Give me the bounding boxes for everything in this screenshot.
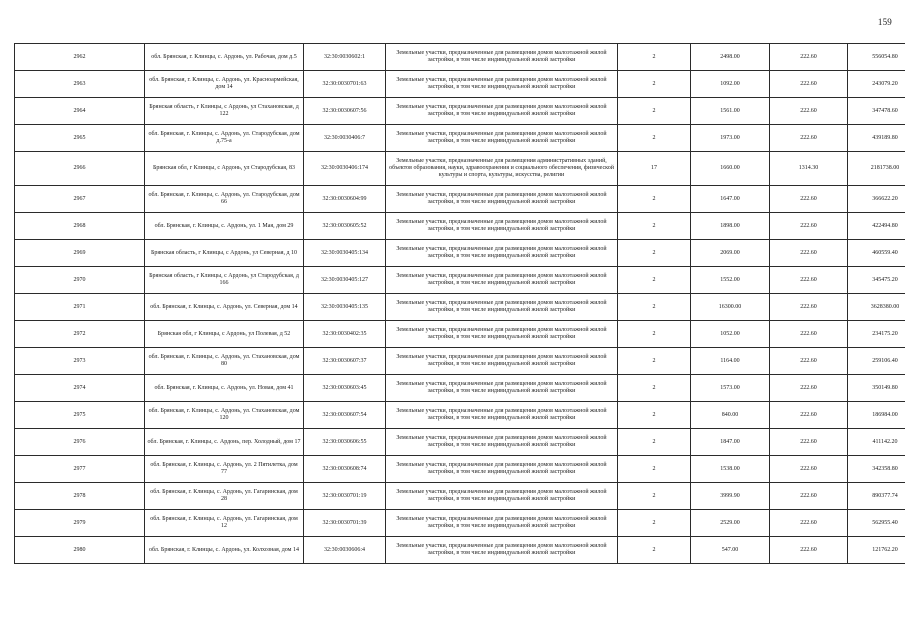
group-code-cell: 2 — [618, 321, 691, 348]
table-row — [15, 152, 905, 186]
cadastral-number-cell: 32:30:0030405:135 — [304, 294, 386, 321]
address-cell: обл. Брянская, г. Клинцы, с. Ардонь, ул. Стахановская, дом 120 — [145, 402, 304, 429]
specific-value-cell: 222.60 — [770, 44, 848, 71]
group-code-cell: 2 — [618, 213, 691, 240]
group-code-cell: 2 — [618, 375, 691, 402]
table-row — [15, 348, 905, 375]
table-row — [15, 321, 905, 348]
land-use-cell: Земельные участки, предназначенные для размещения домов малоэтажной жилой застройки, в том числе индивидуальной жилой застройки — [386, 321, 618, 348]
area-cell: 1898.00 — [691, 213, 770, 240]
address-cell: Брянская область, г Клинцы, с Ардонь, ул Стахановская, д 122 — [145, 98, 304, 125]
address-cell: Брянская область, г Клинцы, с Ардонь, ул Стародубская, д 166 — [145, 267, 304, 294]
group-code-cell: 2 — [618, 98, 691, 125]
row-number-cell: 2976 — [15, 429, 145, 456]
cadastral-number-cell: 32:30:0030606:4 — [304, 537, 386, 564]
land-use-cell: Земельные участки, предназначенные для размещения домов малоэтажной жилой застройки, в том числе индивидуальной жилой застройки — [386, 71, 618, 98]
land-use-cell: Земельные участки, предназначенные для размещения домов малоэтажной жилой застройки, в том числе индивидуальной жилой застройки — [386, 267, 618, 294]
cadastral-number-cell: 32:30:0030607:54 — [304, 402, 386, 429]
cadastral-number-cell: 32:30:0030606:55 — [304, 429, 386, 456]
address-cell: обл. Брянская, г. Клинцы, с. Ардонь, ул. 2 Пятилетка, дом 77 — [145, 456, 304, 483]
cadastral-number-cell: 32:30:0030402:35 — [304, 321, 386, 348]
area-cell: 547.00 — [691, 537, 770, 564]
area-cell: 16300.00 — [691, 294, 770, 321]
cadastral-value-cell: 2181738.00 — [848, 152, 905, 186]
area-cell: 1052.00 — [691, 321, 770, 348]
group-code-cell: 2 — [618, 402, 691, 429]
area-cell: 1561.00 — [691, 98, 770, 125]
cadastral-value-cell: 350149.80 — [848, 375, 905, 402]
land-use-cell: Земельные участки, предназначенные для размещения домов малоэтажной жилой застройки, в том числе индивидуальной жилой застройки — [386, 483, 618, 510]
address-cell: обл. Брянская, г. Клинцы, с. Ардонь, ул. Красноармейская, дом 14 — [145, 71, 304, 98]
row-number-cell: 2969 — [15, 240, 145, 267]
specific-value-cell: 1314.30 — [770, 152, 848, 186]
table-row — [15, 240, 905, 267]
area-cell: 1973.00 — [691, 125, 770, 152]
land-use-cell: Земельные участки, предназначенные для размещения домов малоэтажной жилой застройки, в том числе индивидуальной жилой застройки — [386, 213, 618, 240]
specific-value-cell: 222.60 — [770, 294, 848, 321]
table-row — [15, 186, 905, 213]
cadastral-value-cell: 121762.20 — [848, 537, 905, 564]
specific-value-cell: 222.60 — [770, 98, 848, 125]
group-code-cell: 2 — [618, 44, 691, 71]
cadastral-number-cell: 32:30:0030607:56 — [304, 98, 386, 125]
land-use-cell: Земельные участки, предназначенные для размещения домов малоэтажной жилой застройки, в том числе индивидуальной жилой застройки — [386, 375, 618, 402]
area-cell: 1647.00 — [691, 186, 770, 213]
land-use-cell: Земельные участки, предназначенные для размещения домов малоэтажной жилой застройки, в том числе индивидуальной жилой застройки — [386, 402, 618, 429]
cadastral-value-cell: 234175.20 — [848, 321, 905, 348]
address-cell: обл. Брянская, г. Клинцы, с. Ардонь, ул. Северная, дом 14 — [145, 294, 304, 321]
specific-value-cell: 222.60 — [770, 240, 848, 267]
specific-value-cell: 222.60 — [770, 402, 848, 429]
cadastral-number-cell: 32:30:0030602:1 — [304, 44, 386, 71]
table-row — [15, 267, 905, 294]
row-number-cell: 2965 — [15, 125, 145, 152]
table-row — [15, 510, 905, 537]
specific-value-cell: 222.60 — [770, 321, 848, 348]
cadastral-number-cell: 32:30:0030603:45 — [304, 375, 386, 402]
group-code-cell: 2 — [618, 537, 691, 564]
land-use-cell: Земельные участки, предназначенные для размещения административных зданий, объектов образования, науки, здравоохранения и социального обеспечения, физической культуры и спорта, культуры, искусства, религии — [386, 152, 618, 186]
address-cell: обл. Брянская, г. Клинцы, с. Ардонь, ул. Стахановская, дом 80 — [145, 348, 304, 375]
cadastral-value-cell: 890377.74 — [848, 483, 905, 510]
cadastral-value-cell: 422494.80 — [848, 213, 905, 240]
cadastral-value-cell: 347478.60 — [848, 98, 905, 125]
specific-value-cell: 222.60 — [770, 186, 848, 213]
address-cell: обл. Брянская, г. Клинцы, с. Ардонь, ул. Новая, дом 41 — [145, 375, 304, 402]
row-number-cell: 2973 — [15, 348, 145, 375]
address-cell: Брянская обл, г Клинцы, с Ардонь, ул Полевая, д 52 — [145, 321, 304, 348]
address-cell: обл. Брянская, г. Клинцы, с. Ардонь, пер. Холодный, дом 17 — [145, 429, 304, 456]
table-row — [15, 98, 905, 125]
cadastral-number-cell: 32:30:0030701:39 — [304, 510, 386, 537]
row-number-cell: 2971 — [15, 294, 145, 321]
group-code-cell: 2 — [618, 510, 691, 537]
row-number-cell: 2970 — [15, 267, 145, 294]
table-row — [15, 456, 905, 483]
land-use-cell: Земельные участки, предназначенные для размещения домов малоэтажной жилой застройки, в том числе индивидуальной жилой застройки — [386, 456, 618, 483]
table-row — [15, 429, 905, 456]
land-use-cell: Земельные участки, предназначенные для размещения домов малоэтажной жилой застройки, в том числе индивидуальной жилой застройки — [386, 125, 618, 152]
row-number-cell: 2962 — [15, 44, 145, 71]
cadastral-number-cell: 32:30:0030405:134 — [304, 240, 386, 267]
group-code-cell: 17 — [618, 152, 691, 186]
area-cell: 1538.00 — [691, 456, 770, 483]
cadastral-number-cell: 32:30:0030701:63 — [304, 71, 386, 98]
table-row — [15, 71, 905, 98]
group-code-cell: 2 — [618, 348, 691, 375]
row-number-cell: 2964 — [15, 98, 145, 125]
address-cell: обл. Брянская, г. Клинцы, с. Ардонь, ул. Гагаринская, дом 28 — [145, 483, 304, 510]
table-row — [15, 537, 905, 564]
cadastral-number-cell: 32:30:0030605:52 — [304, 213, 386, 240]
land-use-cell: Земельные участки, предназначенные для размещения домов малоэтажной жилой застройки, в том числе индивидуальной жилой застройки — [386, 44, 618, 71]
specific-value-cell: 222.60 — [770, 375, 848, 402]
group-code-cell: 2 — [618, 125, 691, 152]
group-code-cell: 2 — [618, 456, 691, 483]
cadastral-number-cell: 32:30:0030406:7 — [304, 125, 386, 152]
cadastral-value-cell: 562955.40 — [848, 510, 905, 537]
row-number-cell: 2978 — [15, 483, 145, 510]
row-number-cell: 2975 — [15, 402, 145, 429]
area-cell: 1847.00 — [691, 429, 770, 456]
cadastral-value-cell: 411142.20 — [848, 429, 905, 456]
group-code-cell: 2 — [618, 294, 691, 321]
row-number-cell: 2966 — [15, 152, 145, 186]
address-cell: Брянская область, г Клинцы, с Ардонь, ул Северная, д 10 — [145, 240, 304, 267]
cadastral-number-cell: 32:30:0030608:74 — [304, 456, 386, 483]
cadastral-value-cell: 439189.80 — [848, 125, 905, 152]
cadastral-value-cell: 342358.80 — [848, 456, 905, 483]
group-code-cell: 2 — [618, 240, 691, 267]
cadastral-value-cell: 259106.40 — [848, 348, 905, 375]
group-code-cell: 2 — [618, 483, 691, 510]
row-number-cell: 2968 — [15, 213, 145, 240]
cadastral-value-cell: 3628380.00 — [848, 294, 905, 321]
area-cell: 2069.00 — [691, 240, 770, 267]
table-row — [15, 375, 905, 402]
address-cell: обл. Брянская, г. Клинцы, с. Ардонь, ул. Гагаринская, дом 12 — [145, 510, 304, 537]
land-use-cell: Земельные участки, предназначенные для размещения домов малоэтажной жилой застройки, в том числе индивидуальной жилой застройки — [386, 429, 618, 456]
cadastral-number-cell: 32:30:0030405:127 — [304, 267, 386, 294]
specific-value-cell: 222.60 — [770, 213, 848, 240]
specific-value-cell: 222.60 — [770, 348, 848, 375]
row-number-cell: 2977 — [15, 456, 145, 483]
row-number-cell: 2963 — [15, 71, 145, 98]
row-number-cell: 2979 — [15, 510, 145, 537]
land-use-cell: Земельные участки, предназначенные для размещения домов малоэтажной жилой застройки, в том числе индивидуальной жилой застройки — [386, 186, 618, 213]
address-cell: Брянская обл, г Клинцы, с Ардонь, ул Стародубская, 83 — [145, 152, 304, 186]
table-row — [15, 294, 905, 321]
land-use-cell: Земельные участки, предназначенные для размещения домов малоэтажной жилой застройки, в том числе индивидуальной жилой застройки — [386, 294, 618, 321]
address-cell: обл. Брянская, г. Клинцы, с. Ардонь, ул. Стародубская, дом д.75-а — [145, 125, 304, 152]
specific-value-cell: 222.60 — [770, 125, 848, 152]
row-number-cell: 2967 — [15, 186, 145, 213]
address-cell: обл. Брянская, г. Клинцы, с. Ардонь, ул. 1 Мая, дом 29 — [145, 213, 304, 240]
area-cell: 2529.00 — [691, 510, 770, 537]
area-cell: 1552.00 — [691, 267, 770, 294]
row-number-cell: 2980 — [15, 537, 145, 564]
area-cell: 840.00 — [691, 402, 770, 429]
group-code-cell: 2 — [618, 267, 691, 294]
cadastral-number-cell: 32:30:0030607:37 — [304, 348, 386, 375]
page-number: 159 — [877, 17, 892, 27]
table-body — [15, 44, 905, 564]
cadastral-value-cell: 186984.00 — [848, 402, 905, 429]
table-row — [15, 125, 905, 152]
table-row — [15, 483, 905, 510]
area-cell: 1092.00 — [691, 71, 770, 98]
row-number-cell: 2972 — [15, 321, 145, 348]
area-cell: 1660.00 — [691, 152, 770, 186]
row-number-cell: 2974 — [15, 375, 145, 402]
specific-value-cell: 222.60 — [770, 71, 848, 98]
cadastral-number-cell: 32:30:0030604:99 — [304, 186, 386, 213]
area-cell: 1164.00 — [691, 348, 770, 375]
group-code-cell: 2 — [618, 429, 691, 456]
cadastral-number-cell: 32:30:0030406:174 — [304, 152, 386, 186]
specific-value-cell: 222.60 — [770, 429, 848, 456]
cadastral-value-cell: 460559.40 — [848, 240, 905, 267]
address-cell: обл. Брянская, г. Клинцы, с. Ардонь, ул. Рабочая, дом д.5 — [145, 44, 304, 71]
land-use-cell: Земельные участки, предназначенные для размещения домов малоэтажной жилой застройки, в том числе индивидуальной жилой застройки — [386, 240, 618, 267]
specific-value-cell: 222.60 — [770, 483, 848, 510]
area-cell: 1573.00 — [691, 375, 770, 402]
group-code-cell: 2 — [618, 71, 691, 98]
address-cell: обл. Брянская, г. Клинцы, с. Ардонь, ул. Колхозная, дом 14 — [145, 537, 304, 564]
land-use-cell: Земельные участки, предназначенные для размещения домов малоэтажной жилой застройки, в том числе индивидуальной жилой застройки — [386, 537, 618, 564]
specific-value-cell: 222.60 — [770, 456, 848, 483]
address-cell: обл. Брянская, г. Клинцы, с. Ардонь, ул. Стародубская, дом 66 — [145, 186, 304, 213]
land-use-cell: Земельные участки, предназначенные для размещения домов малоэтажной жилой застройки, в том числе индивидуальной жилой застройки — [386, 510, 618, 537]
area-cell: 3999.90 — [691, 483, 770, 510]
specific-value-cell: 222.60 — [770, 537, 848, 564]
area-cell: 2498.00 — [691, 44, 770, 71]
cadastral-value-cell: 345475.20 — [848, 267, 905, 294]
table-row — [15, 44, 905, 71]
land-use-cell: Земельные участки, предназначенные для размещения домов малоэтажной жилой застройки, в том числе индивидуальной жилой застройки — [386, 98, 618, 125]
table-row — [15, 213, 905, 240]
cadastral-value-table — [14, 43, 905, 564]
cadastral-value-cell: 243079.20 — [848, 71, 905, 98]
cadastral-value-cell: 556054.80 — [848, 44, 905, 71]
cadastral-value-cell: 366622.20 — [848, 186, 905, 213]
group-code-cell: 2 — [618, 186, 691, 213]
cadastral-number-cell: 32:30:0030701:19 — [304, 483, 386, 510]
specific-value-cell: 222.60 — [770, 510, 848, 537]
land-use-cell: Земельные участки, предназначенные для размещения домов малоэтажной жилой застройки, в том числе индивидуальной жилой застройки — [386, 348, 618, 375]
table-row — [15, 402, 905, 429]
specific-value-cell: 222.60 — [770, 267, 848, 294]
